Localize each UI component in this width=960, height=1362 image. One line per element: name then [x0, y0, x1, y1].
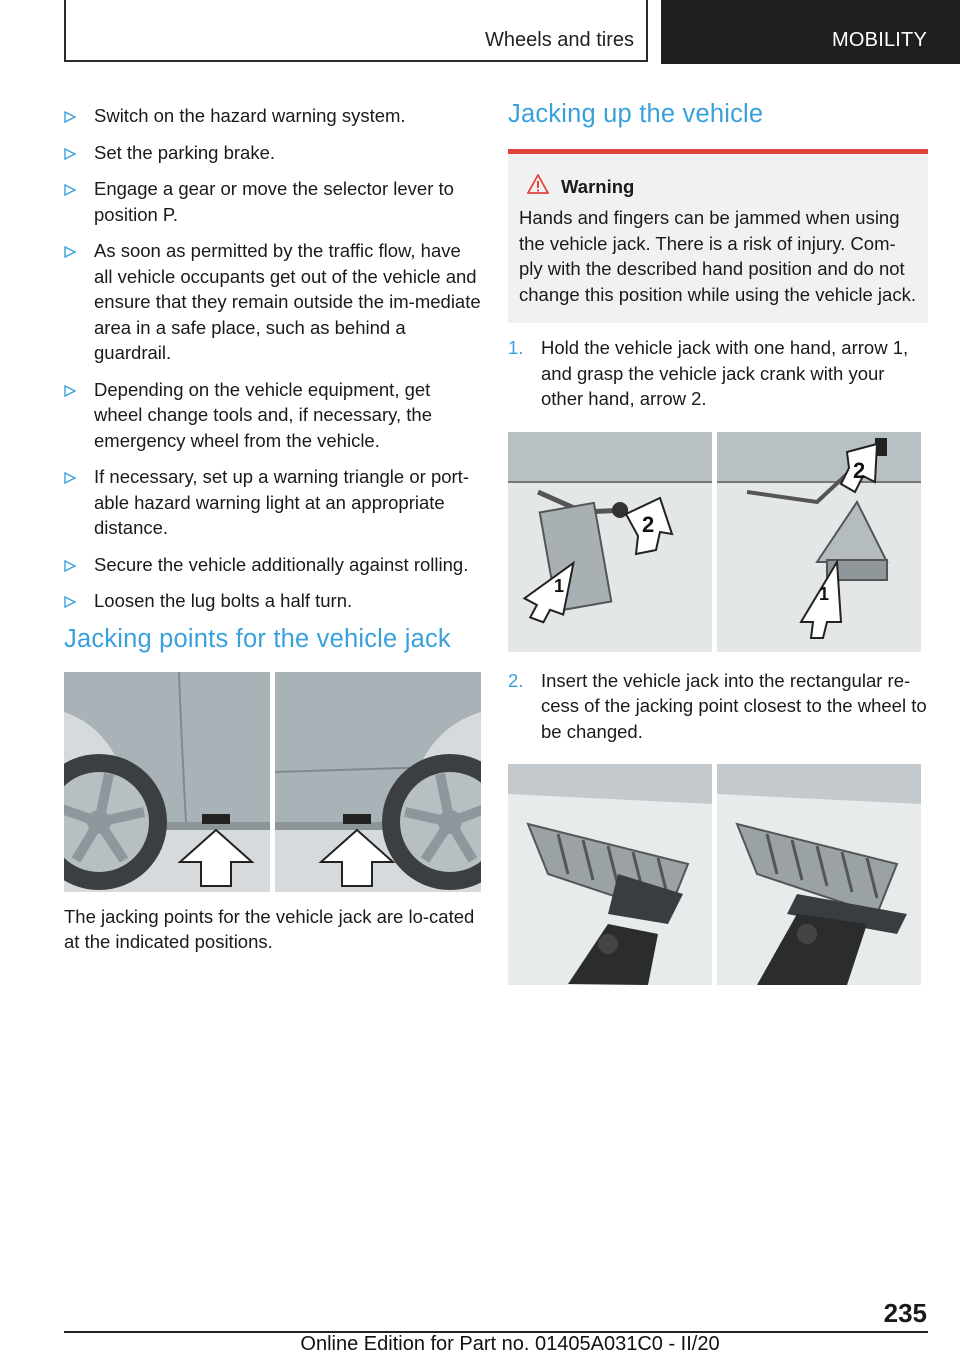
list-item-text: If necessary, set up a warning triangle or port-able hazard warning light at an appropriate distance.	[94, 466, 469, 538]
warning-box	[508, 149, 928, 323]
chapter-tab-label: MOBILITY	[832, 29, 927, 51]
warning-triangle-icon	[527, 174, 549, 199]
list-item-text: Loosen the lug bolts a half turn.	[94, 590, 353, 611]
jacking-point-front-image	[64, 672, 270, 892]
list-item	[64, 238, 482, 366]
jacking-points-figure	[64, 672, 482, 892]
jacking-points-heading: Jacking points for the vehicle jack	[64, 624, 451, 653]
jacking-up-heading: Jacking up the vehicle	[508, 100, 764, 128]
list-item-text: As soon as permitted by the traffic flow, have all vehicle occupants get out of the vehicle and ensure that they remain outside the im-mediate area in a safe place, such as behind a guardrail.	[94, 240, 481, 363]
list-item-text: Depending on the vehicle equipment, get wheel change tools and, if necessary, the emergency wheel from the vehicle.	[94, 378, 433, 451]
warning-header	[519, 174, 918, 199]
header-frame	[64, 0, 648, 62]
page-number: 235	[883, 1298, 927, 1328]
list-item	[64, 464, 482, 541]
list-item	[64, 176, 482, 227]
jack-hold-right-image	[717, 432, 921, 652]
preparation-list	[64, 103, 482, 614]
triangle-bullet-icon	[64, 472, 76, 484]
arrow-1-label: 1	[554, 575, 565, 596]
jacking-point-rear-image	[275, 672, 481, 892]
jack-insert-left-image	[508, 764, 712, 985]
list-item-text: Engage a gear or move the selector lever to position P.	[94, 178, 454, 225]
jacking-steps	[508, 335, 928, 412]
warning-title: Warning	[561, 175, 635, 197]
jack-insert-right-image	[717, 764, 921, 985]
triangle-bullet-icon	[64, 148, 76, 160]
arrow-2-label: 2	[853, 457, 866, 483]
warning-text: Hands and fingers can be jammed when using the vehicle jack. There is a risk of injury. Com-ply with the described hand position and do not change this position while using the vehicle jack.	[519, 207, 916, 305]
list-item-text: Secure the vehicle additionally against rolling.	[94, 553, 469, 575]
left-column	[64, 103, 482, 955]
arrow-2-label: 2	[642, 511, 655, 537]
triangle-bullet-icon	[64, 184, 76, 196]
triangle-bullet-icon	[64, 560, 76, 572]
edition-footer: Online Edition for Part no. 01405A031C0 - II/20	[300, 1333, 720, 1355]
list-item	[64, 140, 482, 166]
chapter-tab	[661, 0, 960, 64]
jack-handling-figure	[508, 432, 928, 652]
step-text: Insert the vehicle jack into the rectangular re-cess of the jacking point closest to the wheel to be changed.	[541, 669, 927, 742]
jack-insert-figure	[508, 764, 928, 985]
list-item	[64, 377, 482, 454]
step-number: 2.	[508, 669, 524, 691]
list-item	[64, 552, 482, 578]
list-item-text: Switch on the hazard warning system.	[94, 105, 406, 126]
jack-hold-left-image	[508, 432, 712, 652]
right-column	[508, 100, 928, 985]
jacking-points-description: The jacking points for the vehicle jack are lo-cated at the indicated positions.	[64, 905, 475, 952]
section-label: Wheels and tires	[485, 29, 634, 51]
list-item	[64, 103, 482, 129]
step-item	[508, 668, 928, 745]
list-item-text: Set the parking brake.	[94, 141, 275, 163]
arrow-1-label: 1	[819, 583, 830, 604]
list-item	[64, 588, 482, 614]
triangle-bullet-icon	[64, 596, 76, 608]
step-item	[508, 335, 928, 412]
triangle-bullet-icon	[64, 385, 76, 397]
jacking-steps-continued	[508, 668, 928, 745]
triangle-bullet-icon	[64, 246, 76, 258]
step-number: 1.	[508, 337, 524, 358]
step-text: Hold the vehicle jack with one hand, arrow 1, and grasp the vehicle jack crank with your other hand, arrow 2.	[541, 337, 909, 409]
triangle-bullet-icon	[64, 111, 76, 123]
